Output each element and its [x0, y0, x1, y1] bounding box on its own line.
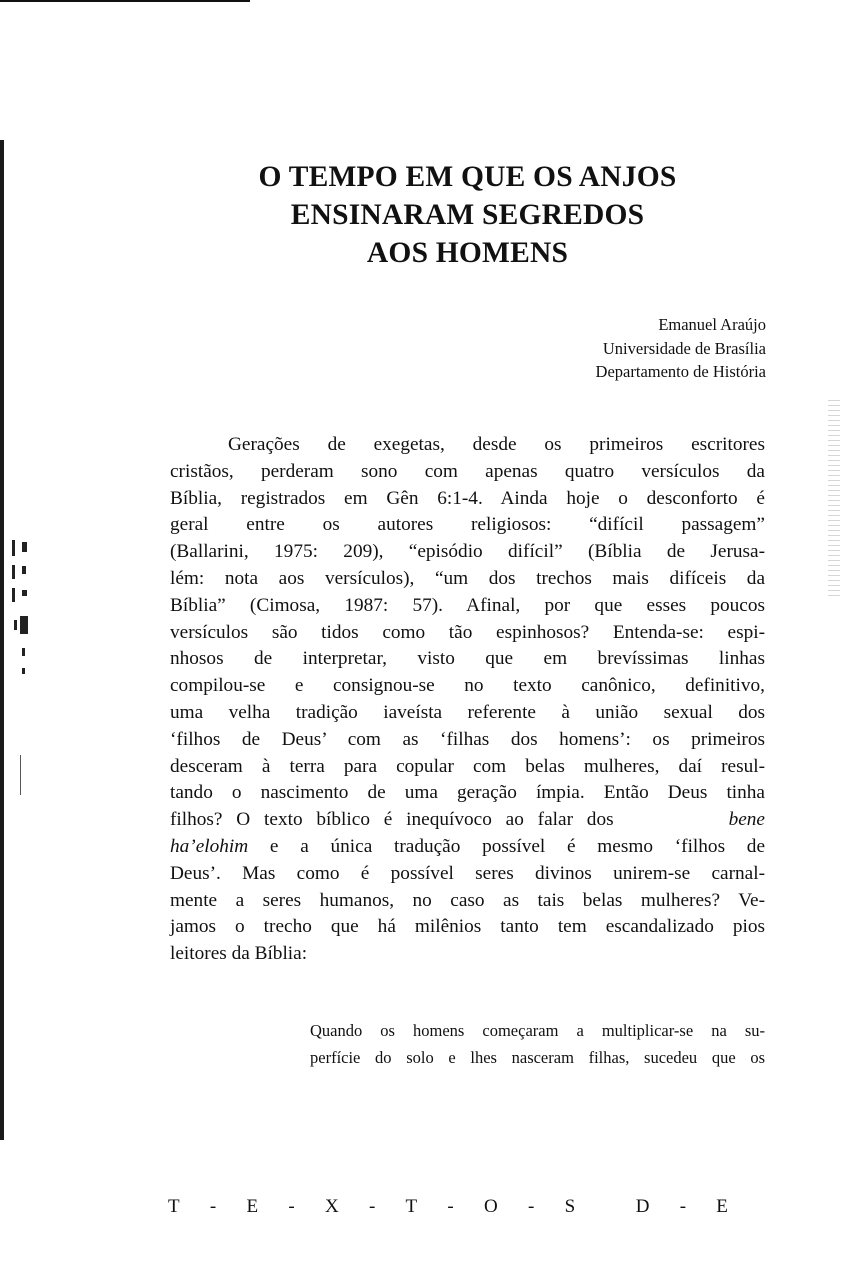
italic-term-bene: bene	[728, 809, 765, 831]
block-quote	[310, 1018, 765, 1072]
body-paragraph	[170, 432, 765, 968]
quote-line: perfície do solo e lhes nasceram filhas, sucedeu que os	[310, 1047, 765, 1067]
body-line: compilou-se e consignou-se no texto canônico, definitivo,	[170, 675, 765, 697]
body-line	[170, 834, 765, 861]
body-line: Bíblia, registrados em Gên 6:1-4. Ainda hoje o desconforto é	[170, 487, 765, 509]
author-department: Departamento de História	[595, 362, 766, 381]
footer-letter: O	[484, 1196, 498, 1217]
scan-artifact-speckle	[828, 400, 840, 600]
body-line: mente a seres humanos, no caso as tais belas mulheres? Ve-	[170, 889, 765, 911]
author-block	[596, 313, 766, 384]
title-line: O TEMPO EM QUE OS ANJOS	[258, 161, 677, 193]
body-line-text: e a única tradução possível é mesmo ‘filhos de	[248, 835, 765, 857]
body-line-text: filhos? O texto bíblico é inequívoco ao falar dos	[170, 809, 614, 831]
body-line: (Ballarini, 1975: 209), “episódio difícil” (Bíblia de Jerusa-	[170, 541, 765, 563]
footer-letter: -	[528, 1196, 535, 1217]
footer-letter: D	[635, 1196, 650, 1217]
scan-artifact-line	[20, 755, 21, 795]
body-line: versículos são tidos como tão espinhosos? Entenda-se: espi-	[170, 621, 765, 643]
footer-letter: -	[447, 1196, 454, 1217]
quote-line: Quando os homens começaram a multiplicar-se na su-	[310, 1021, 765, 1040]
footer-letter: X	[324, 1196, 339, 1217]
body-line: jamos o trecho que há milênios tanto tem escandalizado pios	[170, 916, 765, 938]
footer-letter: -	[209, 1196, 217, 1217]
author-institution: Universidade de Brasília	[602, 338, 766, 358]
footer-letter: -	[288, 1196, 295, 1217]
scan-left-edge	[0, 140, 4, 1140]
body-line: cristãos, perderam sono com apenas quatro versículos da	[170, 460, 765, 482]
footer-letter: -	[368, 1196, 376, 1217]
body-line: desceram à terra para copular com belas mulheres, daí resul-	[170, 755, 765, 777]
body-line: nhosos de interpretar, visto que em brevíssimas linhas	[170, 648, 765, 670]
title-line: ENSINARAM SEGREDOS	[290, 199, 645, 231]
body-line: lém: nota aos versículos), “um dos trechos mais difíceis da	[170, 567, 765, 589]
author-name: Emanuel Araújo	[658, 315, 766, 334]
body-line: Deus’. Mas como é possível seres divinos unirem-se carnal-	[170, 862, 765, 884]
body-line: uma velha tradição iaveísta referente à união sexual dos	[170, 701, 765, 723]
body-line: tando o nascimento de uma geração ímpia. Então Deus tinha	[170, 782, 765, 804]
footer-letter: T	[168, 1196, 180, 1217]
footer-letter: T	[405, 1196, 418, 1217]
footer-letter: S	[564, 1196, 576, 1217]
body-line: ‘filhos de Deus’ com as ‘filhas dos homens’: os primeiros	[170, 728, 765, 750]
footer-letter: E	[716, 1196, 728, 1217]
running-footer	[168, 1196, 728, 1218]
title-line: AOS HOMENS	[366, 237, 569, 269]
body-line: Bíblia” (Cimosa, 1987: 57). Afinal, por que esses poucos	[170, 594, 765, 616]
body-line	[170, 807, 765, 834]
footer-letter: E	[246, 1196, 259, 1217]
footer-letter: -	[679, 1196, 687, 1217]
top-rule	[0, 0, 250, 2]
scan-artifact-marks	[10, 520, 40, 690]
body-line: leitores da Bíblia:	[170, 943, 308, 965]
article-title	[170, 158, 765, 272]
italic-term-haelohim: ha’elohim	[170, 835, 249, 857]
body-line: Gerações de exegetas, desde os primeiros escritores	[228, 434, 765, 455]
body-line: geral entre os autores religiosos: “difícil passagem”	[170, 514, 765, 536]
